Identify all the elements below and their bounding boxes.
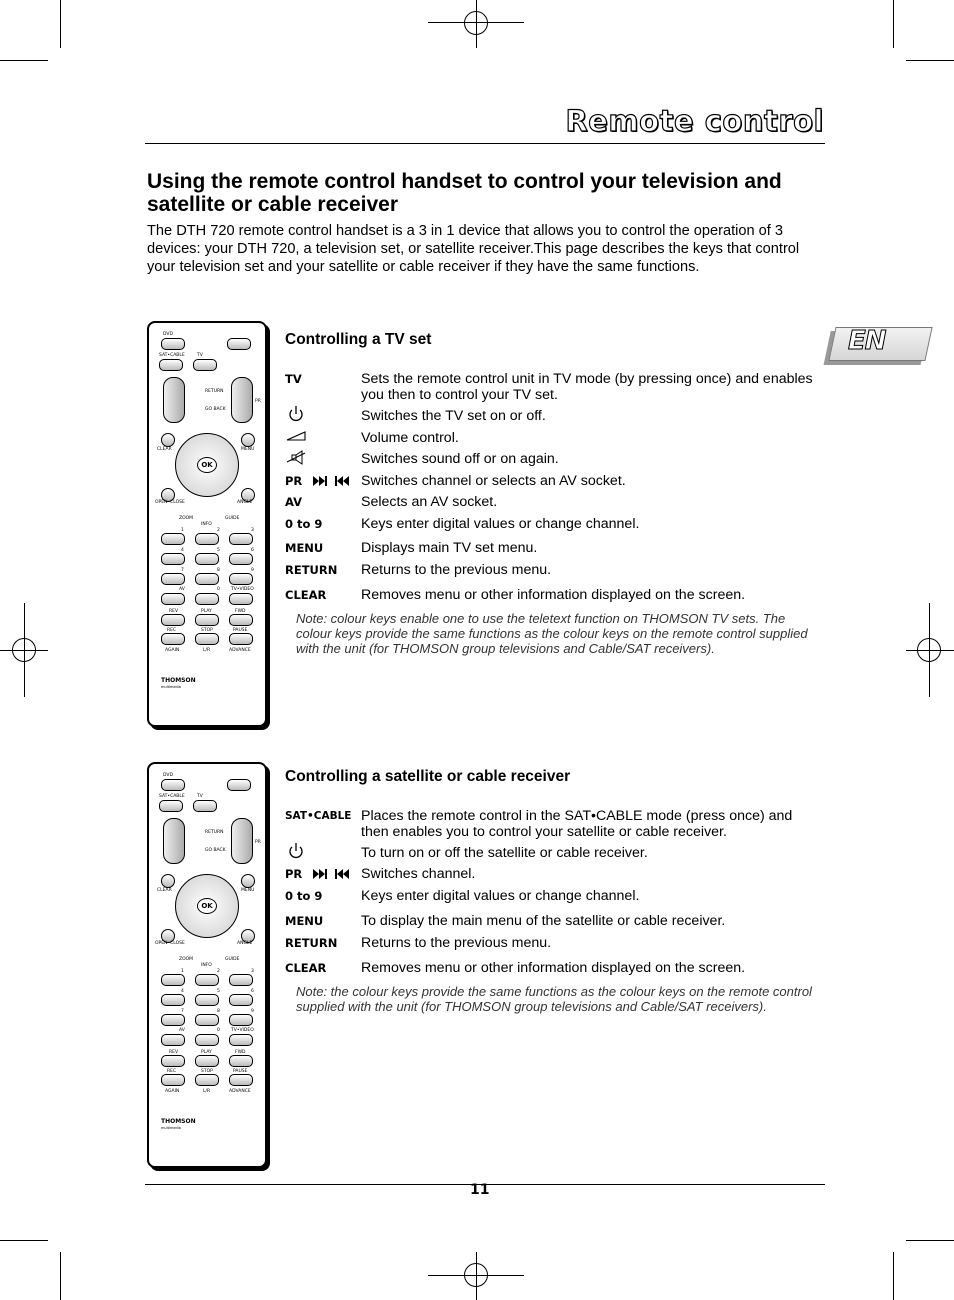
list-item (285, 540, 825, 558)
key-label: 0 to 9 (285, 889, 323, 903)
key-description: Switches channel or selects an AV socket. (361, 473, 626, 489)
key-description: Volume control. (361, 430, 459, 446)
crop-mark (906, 60, 954, 61)
mute-icon (285, 450, 307, 466)
key-description: Keys enter digital values or change channel. (361, 516, 640, 532)
crop-mark (60, 1252, 61, 1300)
power-icon (286, 841, 306, 859)
list-item (285, 562, 825, 580)
key-description: To turn on or off the satellite or cable receiver. (361, 845, 648, 861)
list-item (285, 866, 825, 884)
skip-icon (311, 475, 353, 487)
key-description: Removes menu or other information displayed on the screen. (361, 587, 746, 603)
key-label: RETURN (285, 563, 338, 577)
page-title: Remote control (565, 104, 824, 138)
header-rule (145, 143, 825, 144)
key-label: PR (285, 474, 303, 488)
key-label: MENU (285, 541, 324, 555)
list-item (285, 913, 825, 931)
tv-section-note: Note: colour keys enable one to use the teletext function on THOMSON TV sets. The colour keys provide the same functions as the colour keys on the remote control supplied with the unit (for THOMSON group televisions and Cable/SAT receivers). (296, 611, 808, 656)
registration-circle (917, 638, 941, 662)
list-item (285, 516, 825, 534)
list-item (285, 494, 825, 512)
key-label: RETURN (285, 936, 338, 950)
key-description: Switches channel. (361, 866, 476, 882)
key-label: AV (285, 495, 303, 509)
key-label: SAT•CABLE (285, 810, 352, 822)
list-item (285, 451, 825, 469)
crop-mark (893, 1252, 894, 1300)
registration-circle (12, 638, 36, 662)
page-number: 11 (470, 1182, 490, 1198)
key-description: Switches the TV set on or off. (361, 408, 546, 424)
key-description: Returns to the previous menu. (361, 562, 552, 578)
key-description: Removes menu or other information displayed on the screen. (361, 960, 746, 976)
list-item (285, 473, 825, 491)
list-item (285, 960, 825, 978)
list-item (285, 808, 825, 842)
key-description: Places the remote control in the SAT•CABLE mode (press once) and then enables you to control your satellite or cable receiver. (361, 808, 793, 840)
key-description: Displays main TV set menu. (361, 540, 538, 556)
intro-paragraph: The DTH 720 remote control handset is a 3 in 1 device that allows you to control the operation of 3 devices: your DTH 720, a television set, or satellite receiver.This page describes the keys that control your television set and your satellite or cable receiver if they have the same functions. (147, 223, 800, 275)
key-label: MENU (285, 914, 324, 928)
registration-circle (464, 1263, 488, 1287)
crop-mark (60, 0, 61, 48)
list-item (285, 587, 825, 605)
section-heading: Using the remote control handset to control your television and satellite or cable receiver (147, 170, 782, 216)
brand-logo: THOMSON (161, 677, 196, 684)
skip-icon (311, 868, 353, 880)
key-label: TV (285, 372, 302, 386)
sat-section-note: Note: the colour keys provide the same functions as the colour keys on the remote control supplied with the unit (for THOMSON group televisions and Cable/SAT receivers). (296, 984, 812, 1014)
key-description: Returns to the previous menu. (361, 935, 552, 951)
crop-mark (906, 1240, 954, 1241)
registration-circle (464, 11, 488, 35)
key-description: Sets the remote control unit in TV mode (by pressing once) and enables you then to control your TV set. (361, 371, 813, 403)
volume-icon (285, 430, 307, 444)
brand-logo: THOMSON (161, 1118, 196, 1125)
list-item (285, 888, 825, 906)
key-description: To display the main menu of the satellite or cable receiver. (361, 913, 726, 929)
list-item (285, 935, 825, 953)
list-item (285, 371, 825, 405)
remote-illustration: DVD SAT•CABLE TV RETURN GO BACK PR CLEAR MENU OK OPEN•CLOSE ANGLE ZOOM GUIDE INFO 1 2 3 4 5 6 7 8 9 AV 0 TV•VIDEO REV PLAY FWD REC STOP PAUSE AGAIN L/R ADVANCE THOMSON multimedia (147, 762, 267, 1168)
list-item (285, 408, 825, 426)
crop-mark (893, 0, 894, 48)
key-label: PR (285, 867, 303, 881)
power-icon (286, 404, 306, 422)
tv-section-heading: Controlling a TV set (285, 331, 432, 348)
list-item (285, 845, 825, 863)
key-description: Selects an AV socket. (361, 494, 498, 510)
remote-illustration: DVD SAT•CABLE TV RETURN GO BACK PR CLEAR MENU OK OPEN•CLOSE ANGLE ZOOM GUIDE INFO 1 2 3 4 5 6 7 8 9 AV 0 TV•VIDEO REV PLAY FWD REC STOP PAUSE AGAIN L/R ADVANCE THOMSON multimedia (147, 321, 267, 727)
list-item (285, 430, 825, 448)
crop-mark (0, 60, 48, 61)
key-label: 0 to 9 (285, 517, 323, 531)
key-description: Switches sound off or on again. (361, 451, 559, 467)
crop-mark (0, 1240, 48, 1241)
language-badge-label: EN (848, 326, 886, 356)
key-label: CLEAR (285, 961, 327, 975)
key-description: Keys enter digital values or change channel. (361, 888, 640, 904)
sat-section-heading: Controlling a satellite or cable receiver (285, 768, 571, 785)
key-label: CLEAR (285, 588, 327, 602)
